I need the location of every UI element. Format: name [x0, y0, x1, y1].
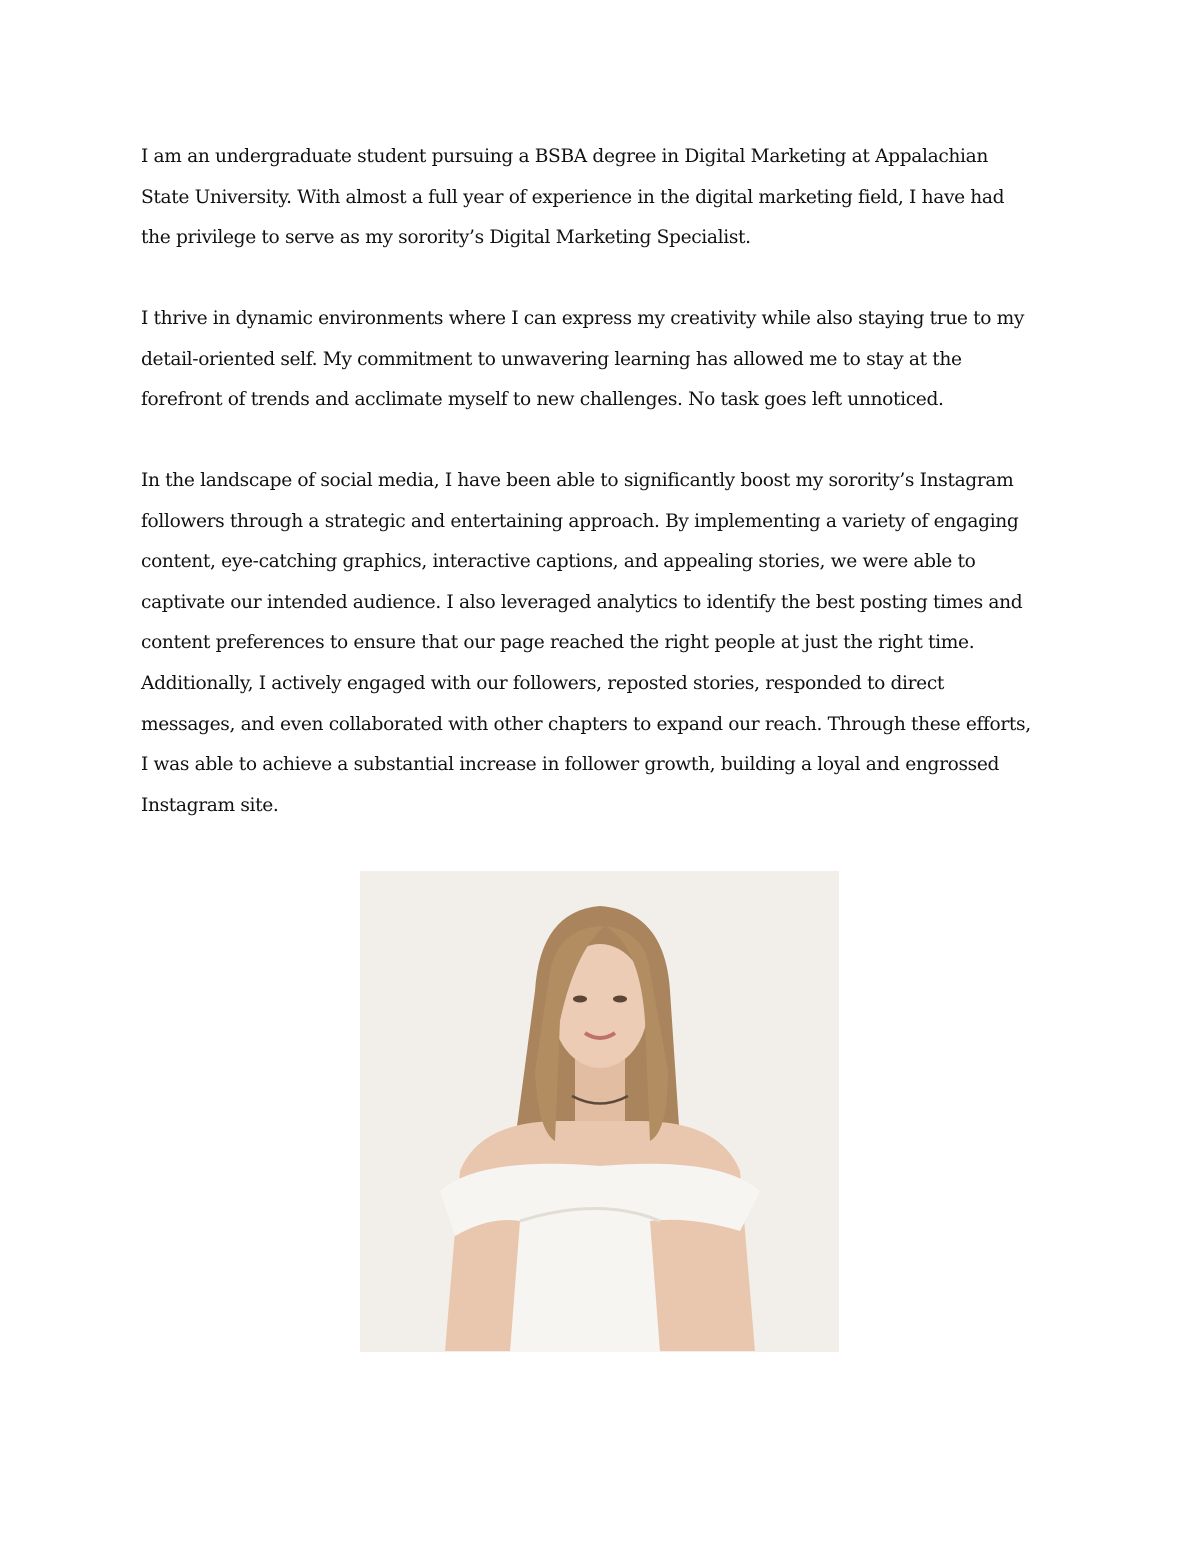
paragraph-strengths	[141, 299, 1081, 421]
paragraph-social-media	[141, 461, 1081, 826]
text-line: detail-oriented self. My commitment to unwavering learning has allowed me to stay at the	[141, 348, 962, 370]
portrait-illustration	[360, 871, 839, 1352]
text-line: messages, and even collaborated with other chapters to expand our reach. Through these efforts,	[141, 713, 1031, 735]
text-line: forefront of trends and acclimate myself to new challenges. No task goes left unnoticed.	[141, 389, 944, 411]
paragraph-intro	[141, 137, 1081, 259]
text-line: captivate our intended audience. I also leveraged analytics to identify the best posting times and	[141, 591, 1023, 613]
text-line: I am an undergraduate student pursuing a BSBA degree in Digital Marketing at Appalachian	[141, 146, 988, 167]
text-line: I thrive in dynamic environments where I can express my creativity while also staying true to my	[141, 308, 1025, 329]
text-line: Additionally, I actively engaged with our followers, reposted stories, responded to direct	[141, 672, 945, 694]
text-line: the privilege to serve as my sorority’s Digital Marketing Specialist.	[141, 227, 751, 249]
text-line: content, eye-catching graphics, interactive captions, and appealing stories, we were able to	[141, 551, 976, 573]
text-line: State University. With almost a full year of experience in the digital marketing field, I have had	[141, 186, 1005, 208]
text-line: In the landscape of social media, I have been able to significantly boost my sorority’s Instagram	[141, 470, 1014, 491]
text-line: Instagram site.	[141, 794, 279, 816]
text-line: content preferences to ensure that our page reached the right people at just the right time.	[141, 632, 975, 654]
text-line: followers through a strategic and entertaining approach. By implementing a variety of engaging	[141, 510, 1019, 532]
portrait-photo	[360, 871, 839, 1352]
text-line: I was able to achieve a substantial increase in follower growth, building a loyal and engrossed	[141, 754, 1000, 776]
